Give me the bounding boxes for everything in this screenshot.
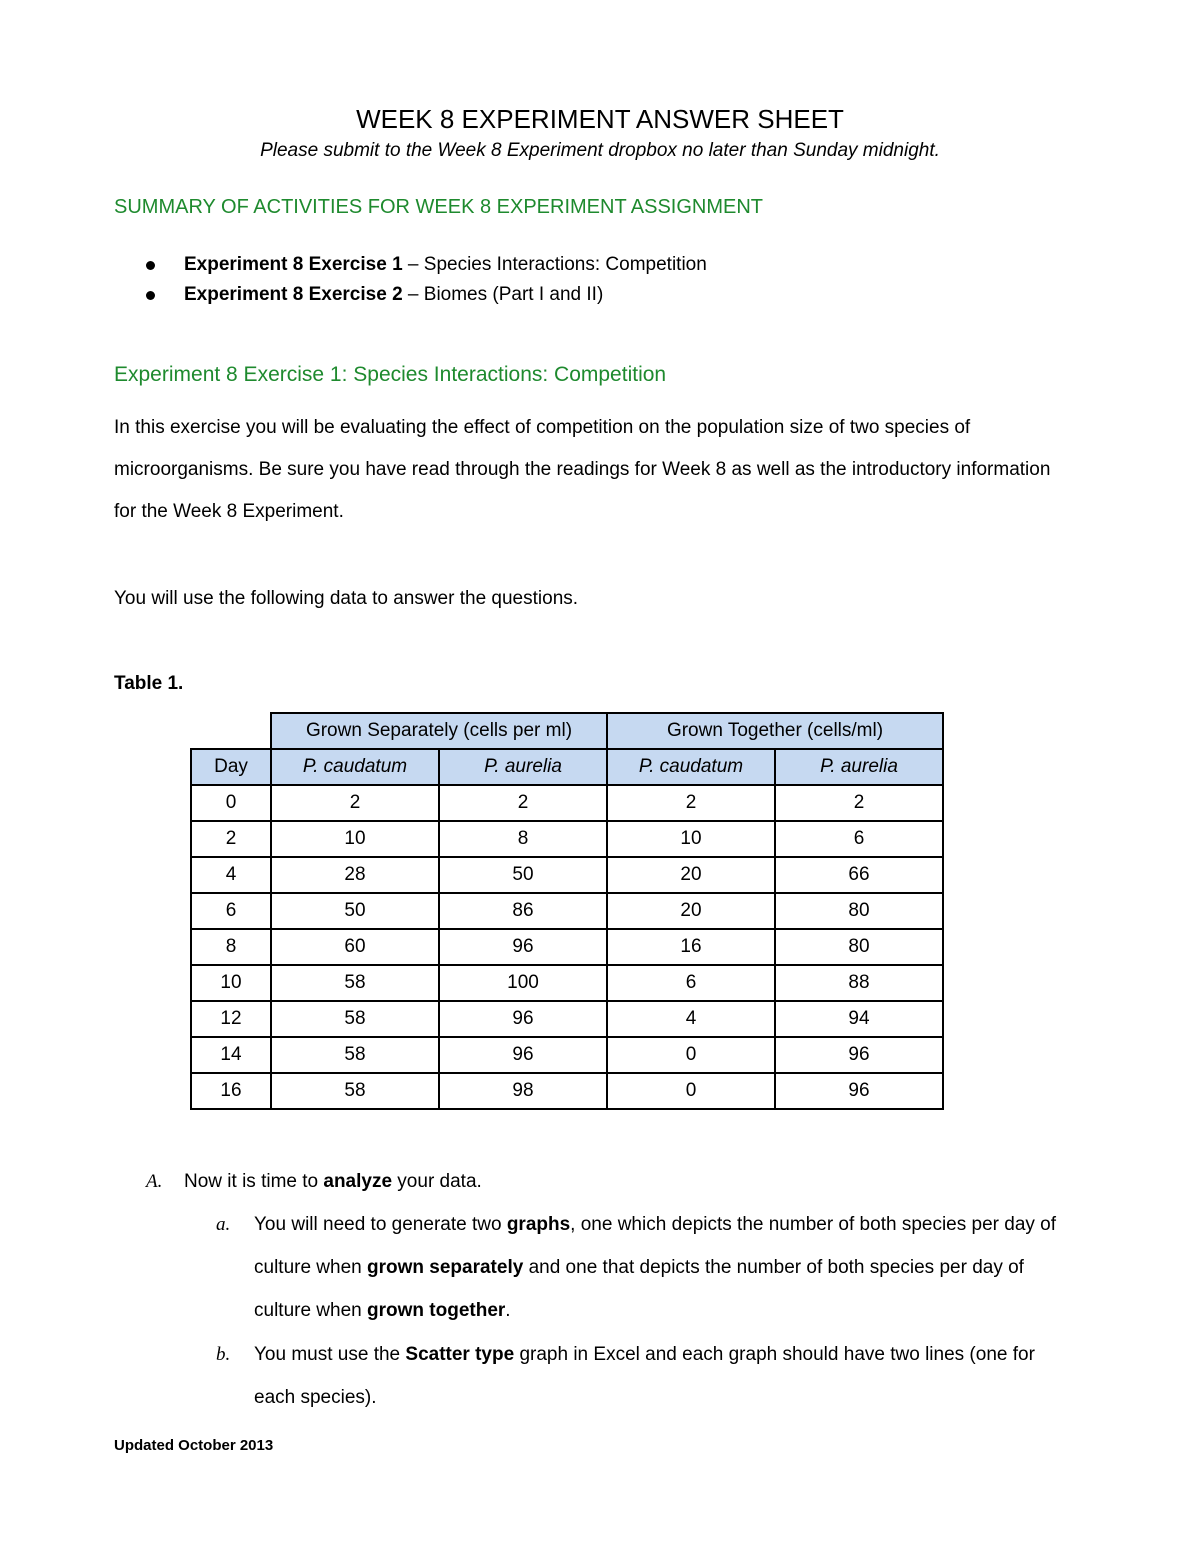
- table-row: [191, 929, 943, 965]
- cell-value: 66: [775, 857, 943, 893]
- cell-day: 16: [191, 1073, 271, 1109]
- instruction-emphasis: grown separately: [367, 1257, 524, 1278]
- data-table: [190, 712, 944, 1110]
- cell-value: 2: [775, 785, 943, 821]
- cell-value: 96: [439, 1037, 607, 1073]
- cell-day: 0: [191, 785, 271, 821]
- cell-value: 10: [607, 821, 775, 857]
- instruction-a: [216, 1203, 1076, 1332]
- table-corner: [191, 713, 271, 749]
- cell-value: 88: [775, 965, 943, 1001]
- cell-value: 96: [775, 1037, 943, 1073]
- instruction-text: .: [505, 1300, 511, 1321]
- cell-value: 98: [439, 1073, 607, 1109]
- intro-paragraph: In this exercise you will be evaluating the effect of competition on the population size of two species of microorganisms. Be sure you have read through the readings for Week 8 as well as the introductory information for the Week 8 Experiment.: [114, 417, 1051, 522]
- summary-item-text: – Biomes (Part I and II): [402, 284, 604, 305]
- cell-value: 96: [439, 929, 607, 965]
- cell-day: 14: [191, 1037, 271, 1073]
- column-header-sep-caudatum: P. caudatum: [271, 749, 439, 785]
- column-header-tog-aurelia: P. aurelia: [775, 749, 943, 785]
- cell-value: 28: [271, 857, 439, 893]
- cell-value: 80: [775, 929, 943, 965]
- summary-list: [146, 250, 707, 310]
- instruction-text: Now it is time to: [184, 1171, 324, 1192]
- cell-value: 58: [271, 1037, 439, 1073]
- instruction-body: [254, 1333, 1076, 1419]
- use-data-text: You will use the following data to answer the questions.: [114, 588, 579, 609]
- cell-value: 80: [775, 893, 943, 929]
- bullet-icon: [146, 261, 155, 270]
- instruction-text: You must use the: [254, 1344, 406, 1365]
- cell-value: 6: [775, 821, 943, 857]
- cell-value: 94: [775, 1001, 943, 1037]
- table-row: [191, 1073, 943, 1109]
- cell-value: 60: [271, 929, 439, 965]
- instruction-emphasis: graphs: [506, 1214, 571, 1235]
- cell-value: 4: [607, 1001, 775, 1037]
- cell-value: 20: [607, 857, 775, 893]
- cell-value: 100: [439, 965, 607, 1001]
- summary-item-text: – Species Interactions: Competition: [402, 254, 707, 275]
- instruction-emphasis: analyze: [323, 1171, 393, 1192]
- cell-value: 16: [607, 929, 775, 965]
- instruction-body: [254, 1203, 1076, 1332]
- cell-day: 8: [191, 929, 271, 965]
- table-group-header-row: [191, 713, 943, 749]
- cell-value: 58: [271, 1073, 439, 1109]
- instruction-text: , one which depicts the number of both species per day of culture when: [254, 1214, 1057, 1278]
- cell-value: 2: [607, 785, 775, 821]
- cell-day: 2: [191, 821, 271, 857]
- footer-updated: Updated October 2013: [114, 1437, 274, 1454]
- table-row: [191, 857, 943, 893]
- bullet-icon: [146, 291, 155, 300]
- cell-value: 96: [775, 1073, 943, 1109]
- column-header-day: Day: [191, 749, 271, 785]
- cell-day: 4: [191, 857, 271, 893]
- cell-value: 8: [439, 821, 607, 857]
- cell-day: 10: [191, 965, 271, 1001]
- cell-value: 10: [271, 821, 439, 857]
- table-row: [191, 785, 943, 821]
- instruction-text: your data.: [392, 1171, 482, 1192]
- list-marker: a.: [216, 1214, 231, 1235]
- cell-value: 0: [607, 1037, 775, 1073]
- summary-item-bold: Experiment 8 Exercise 2: [184, 284, 403, 305]
- column-header-sep-aurelia: P. aurelia: [439, 749, 607, 785]
- instruction-emphasis: Scatter type: [405, 1344, 515, 1365]
- table-row: [191, 893, 943, 929]
- cell-value: 86: [439, 893, 607, 929]
- table-column-header-row: [191, 749, 943, 785]
- summary-heading: SUMMARY OF ACTIVITIES FOR WEEK 8 EXPERIMENT ASSIGNMENT: [114, 196, 764, 218]
- cell-day: 12: [191, 1001, 271, 1037]
- instruction-emphasis: grown together: [367, 1300, 506, 1321]
- page-title: WEEK 8 EXPERIMENT ANSWER SHEET: [356, 104, 844, 134]
- summary-item: [146, 280, 707, 310]
- group-header-together: Grown Together (cells/ml): [607, 713, 943, 749]
- cell-value: 96: [439, 1001, 607, 1037]
- instruction-b: [216, 1333, 1076, 1419]
- instruction-A: [146, 1160, 1096, 1203]
- list-marker: b.: [216, 1344, 231, 1365]
- page-subtitle: Please submit to the Week 8 Experiment dropbox no later than Sunday midnight.: [260, 140, 940, 161]
- cell-value: 58: [271, 1001, 439, 1037]
- table-row: [191, 821, 943, 857]
- table-row: [191, 965, 943, 1001]
- summary-item: [146, 250, 707, 280]
- group-header-separately: Grown Separately (cells per ml): [271, 713, 607, 749]
- table-row: [191, 1001, 943, 1037]
- summary-item-bold: Experiment 8 Exercise 1: [184, 254, 403, 275]
- exercise1-heading: Experiment 8 Exercise 1: Species Interactions: Competition: [114, 363, 667, 386]
- cell-value: 50: [271, 893, 439, 929]
- cell-value: 58: [271, 965, 439, 1001]
- instruction-text: graph in Excel and each graph should have two lines (one for each species).: [254, 1344, 1035, 1408]
- column-header-tog-caudatum: P. caudatum: [607, 749, 775, 785]
- cell-day: 6: [191, 893, 271, 929]
- cell-value: 50: [439, 857, 607, 893]
- cell-value: 6: [607, 965, 775, 1001]
- instruction-text: and one that depicts the number of both species per day of culture when: [254, 1257, 1024, 1321]
- table-row: [191, 1037, 943, 1073]
- cell-value: 0: [607, 1073, 775, 1109]
- list-marker: A.: [146, 1171, 163, 1192]
- instruction-text: You will need to generate two: [254, 1214, 507, 1235]
- cell-value: 20: [607, 893, 775, 929]
- cell-value: 2: [439, 785, 607, 821]
- cell-value: 2: [271, 785, 439, 821]
- table-label: Table 1.: [114, 673, 184, 694]
